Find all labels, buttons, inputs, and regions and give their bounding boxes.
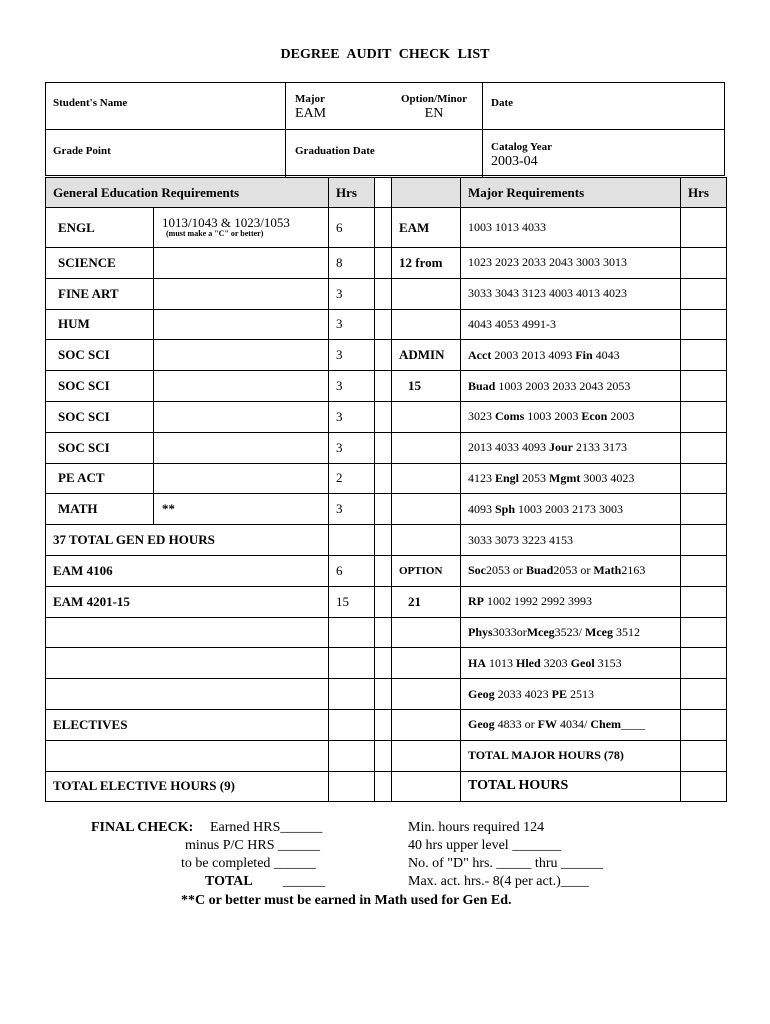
major-group-label [392, 278, 461, 309]
gen-ed-hrs: 3 [329, 340, 375, 371]
column-gap [375, 178, 392, 208]
gen-ed-hrs [329, 740, 375, 771]
major-hrs-header: Hrs [681, 178, 727, 208]
gen-ed-hrs: 3 [329, 494, 375, 525]
gen-ed-subject: MATH [46, 494, 154, 525]
gen-ed-hrs: 3 [329, 432, 375, 463]
major-courses: RP 1002 1992 2992 3993 [461, 586, 681, 617]
table-row [46, 494, 727, 525]
major-label-header [392, 178, 461, 208]
gen-ed-detail [154, 248, 329, 279]
major-hrs [681, 309, 727, 340]
major-courses: 1023 2023 2033 2043 3003 3013 [461, 248, 681, 279]
major-hrs [681, 463, 727, 494]
gen-ed-header: General Education Requirements [46, 178, 329, 208]
table-row [46, 617, 727, 648]
minus-pc-hrs: minus P/C HRS ______ [185, 838, 320, 853]
grade-point-label: Grade Point [53, 145, 111, 157]
major-hrs [681, 208, 727, 248]
total-label: TOTAL [205, 874, 253, 889]
table-row [46, 208, 727, 248]
gen-ed-detail [154, 340, 329, 371]
table-row [46, 648, 727, 679]
column-gap [375, 555, 392, 586]
final-check-label: FINAL CHECK: [91, 820, 194, 835]
column-gap [375, 617, 392, 648]
major-group-label: EAM [392, 208, 461, 248]
gen-ed-detail [154, 463, 329, 494]
gen-ed-hrs: 6 [329, 208, 375, 248]
requirements-table [45, 177, 727, 802]
gen-ed-subject: FINE ART [46, 278, 154, 309]
table-header-row [46, 178, 727, 208]
min-hours-required: Min. hours required 124 [408, 820, 545, 835]
table-row [46, 709, 727, 740]
major-courses: TOTAL MAJOR HOURS (78) [461, 740, 681, 771]
major-group-label: 21 [392, 586, 461, 617]
table-row [46, 340, 727, 371]
column-gap [375, 740, 392, 771]
major-header: Major Requirements [461, 178, 681, 208]
gen-ed-hrs: 15 [329, 586, 375, 617]
major-group-label [392, 401, 461, 432]
gen-ed-hrs: 3 [329, 401, 375, 432]
major-group-label: ADMIN [392, 340, 461, 371]
major-hrs [681, 740, 727, 771]
major-courses: HA 1013 Hled 3203 Geol 3153 [461, 648, 681, 679]
major-group-label [392, 709, 461, 740]
major-hrs [681, 371, 727, 402]
date-label: Date [491, 97, 513, 109]
column-gap [375, 309, 392, 340]
major-group-label [392, 463, 461, 494]
major-hrs [681, 401, 727, 432]
major-hrs [681, 248, 727, 279]
gen-ed-subject: SCIENCE [46, 248, 154, 279]
gen-ed-detail: 1013/1043 & 1023/1053 (must make a "C" or better) [154, 208, 329, 248]
upper-level-hours: 40 hrs upper level _______ [408, 838, 562, 853]
student-name-label: Student's Name [53, 97, 128, 109]
table-row [46, 555, 727, 586]
gen-ed-hrs: 3 [329, 371, 375, 402]
major-group-label [392, 309, 461, 340]
gen-ed-detail [154, 432, 329, 463]
gen-ed-hrs: 8 [329, 248, 375, 279]
major-label: Major [295, 93, 325, 105]
major-group-label [392, 771, 461, 802]
column-gap [375, 494, 392, 525]
column-gap [375, 401, 392, 432]
gen-ed-detail [154, 278, 329, 309]
major-group-label [392, 679, 461, 710]
catalog-year-label: Catalog Year [491, 141, 552, 153]
table-row [46, 771, 727, 802]
gen-ed-subject: ENGL [46, 208, 154, 248]
table-row [46, 525, 727, 556]
column-gap [375, 371, 392, 402]
major-hrs [681, 617, 727, 648]
major-group-label [392, 432, 461, 463]
major-group-label [392, 617, 461, 648]
major-hrs [681, 278, 727, 309]
major-courses: Geog 2033 4023 PE 2513 [461, 679, 681, 710]
gen-ed-item [46, 679, 329, 710]
major-value: EAM [295, 106, 327, 121]
major-courses: 2013 4033 4093 Jour 2133 3173 [461, 432, 681, 463]
major-courses: 4093 Sph 1003 2003 2173 3003 [461, 494, 681, 525]
gen-ed-detail [154, 309, 329, 340]
major-hrs [681, 340, 727, 371]
table-row [46, 740, 727, 771]
major-courses: Buad 1003 2003 2033 2043 2053 [461, 371, 681, 402]
gen-ed-detail [154, 371, 329, 402]
major-courses: 3023 Coms 1003 2003 Econ 2003 [461, 401, 681, 432]
major-group-label [392, 648, 461, 679]
to-be-completed: to be completed ______ [181, 856, 316, 871]
table-row [46, 401, 727, 432]
gen-ed-item: ELECTIVES [46, 709, 329, 740]
gen-ed-item [46, 648, 329, 679]
gen-ed-hrs [329, 617, 375, 648]
major-group-label [392, 740, 461, 771]
math-note: **C or better must be earned in Math used for Gen Ed. [181, 893, 512, 908]
table-row [46, 371, 727, 402]
gen-ed-hrs [329, 648, 375, 679]
gen-ed-item: EAM 4201-15 [46, 586, 329, 617]
major-courses: 4123 Engl 2053 Mgmt 3003 4023 [461, 463, 681, 494]
gen-ed-item [46, 740, 329, 771]
catalog-year-value: 2003-04 [491, 154, 538, 169]
gen-ed-hrs [329, 771, 375, 802]
major-hrs [681, 432, 727, 463]
column-gap [375, 679, 392, 710]
gen-ed-hrs-header: Hrs [329, 178, 375, 208]
column-gap [375, 208, 392, 248]
gen-ed-item [46, 617, 329, 648]
gen-ed-hrs [329, 709, 375, 740]
gen-ed-hrs: 3 [329, 309, 375, 340]
gen-ed-item: 37 TOTAL GEN ED HOURS [46, 525, 329, 556]
column-gap [375, 709, 392, 740]
major-hrs [681, 679, 727, 710]
major-hrs [681, 555, 727, 586]
major-group-label: 15 [392, 371, 461, 402]
table-row [46, 463, 727, 494]
gen-ed-subject: SOC SCI [46, 371, 154, 402]
table-row [46, 278, 727, 309]
major-hrs [681, 709, 727, 740]
major-group-label [392, 494, 461, 525]
major-group-label: 12 from [392, 248, 461, 279]
major-hrs [681, 771, 727, 802]
major-courses: Phys3033orMceg3523/ Mceg 3512 [461, 617, 681, 648]
gen-ed-hrs: 6 [329, 555, 375, 586]
earned-hrs: Earned HRS______ [210, 820, 323, 835]
table-row [46, 248, 727, 279]
gen-ed-item: TOTAL ELECTIVE HOURS (9) [46, 771, 329, 802]
option-minor-value: EN [424, 106, 444, 121]
column-gap [375, 525, 392, 556]
table-row [46, 309, 727, 340]
column-gap [375, 278, 392, 309]
gen-ed-hrs: 3 [329, 278, 375, 309]
major-hrs [681, 494, 727, 525]
max-activity-hours: Max. act. hrs.- 8(4 per act.)____ [408, 874, 589, 889]
d-hours: No. of "D" hrs. _____ thru ______ [408, 856, 603, 871]
gen-ed-hrs [329, 525, 375, 556]
major-hrs [681, 586, 727, 617]
column-gap [375, 648, 392, 679]
gen-ed-detail [154, 401, 329, 432]
major-courses: Geog 4833 or FW 4034/ Chem____ [461, 709, 681, 740]
student-info-block [45, 82, 725, 176]
total-blank: ______ [283, 874, 325, 889]
column-gap [375, 340, 392, 371]
page-title: DEGREE AUDIT CHECK LIST [280, 47, 490, 62]
major-courses: Soc2053 or Buad2053 or Math2163 [461, 555, 681, 586]
gen-ed-subject: SOC SCI [46, 432, 154, 463]
major-hrs [681, 525, 727, 556]
gen-ed-hrs: 2 [329, 463, 375, 494]
major-courses: 4043 4053 4991-3 [461, 309, 681, 340]
column-gap [375, 586, 392, 617]
graduation-date-label: Graduation Date [295, 145, 375, 157]
table-row [46, 679, 727, 710]
gen-ed-subject: SOC SCI [46, 340, 154, 371]
gen-ed-hrs [329, 679, 375, 710]
gen-ed-subject: SOC SCI [46, 401, 154, 432]
gen-ed-subject: PE ACT [46, 463, 154, 494]
major-courses: 3033 3073 3223 4153 [461, 525, 681, 556]
table-row [46, 586, 727, 617]
major-group-label [392, 525, 461, 556]
major-hrs [681, 648, 727, 679]
major-courses: 3033 3043 3123 4003 4013 4023 [461, 278, 681, 309]
gen-ed-subject: HUM [46, 309, 154, 340]
major-group-label: OPTION [392, 555, 461, 586]
major-courses: Acct 2003 2013 4093 Fin 4043 [461, 340, 681, 371]
major-courses: TOTAL HOURS [461, 771, 681, 802]
major-courses: 1003 1013 4033 [461, 208, 681, 248]
column-gap [375, 432, 392, 463]
column-gap [375, 463, 392, 494]
table-row [46, 432, 727, 463]
gen-ed-item: EAM 4106 [46, 555, 329, 586]
option-minor-label: Option/Minor [401, 93, 468, 105]
column-gap [375, 248, 392, 279]
gen-ed-detail: ** [154, 494, 329, 525]
column-gap [375, 771, 392, 802]
